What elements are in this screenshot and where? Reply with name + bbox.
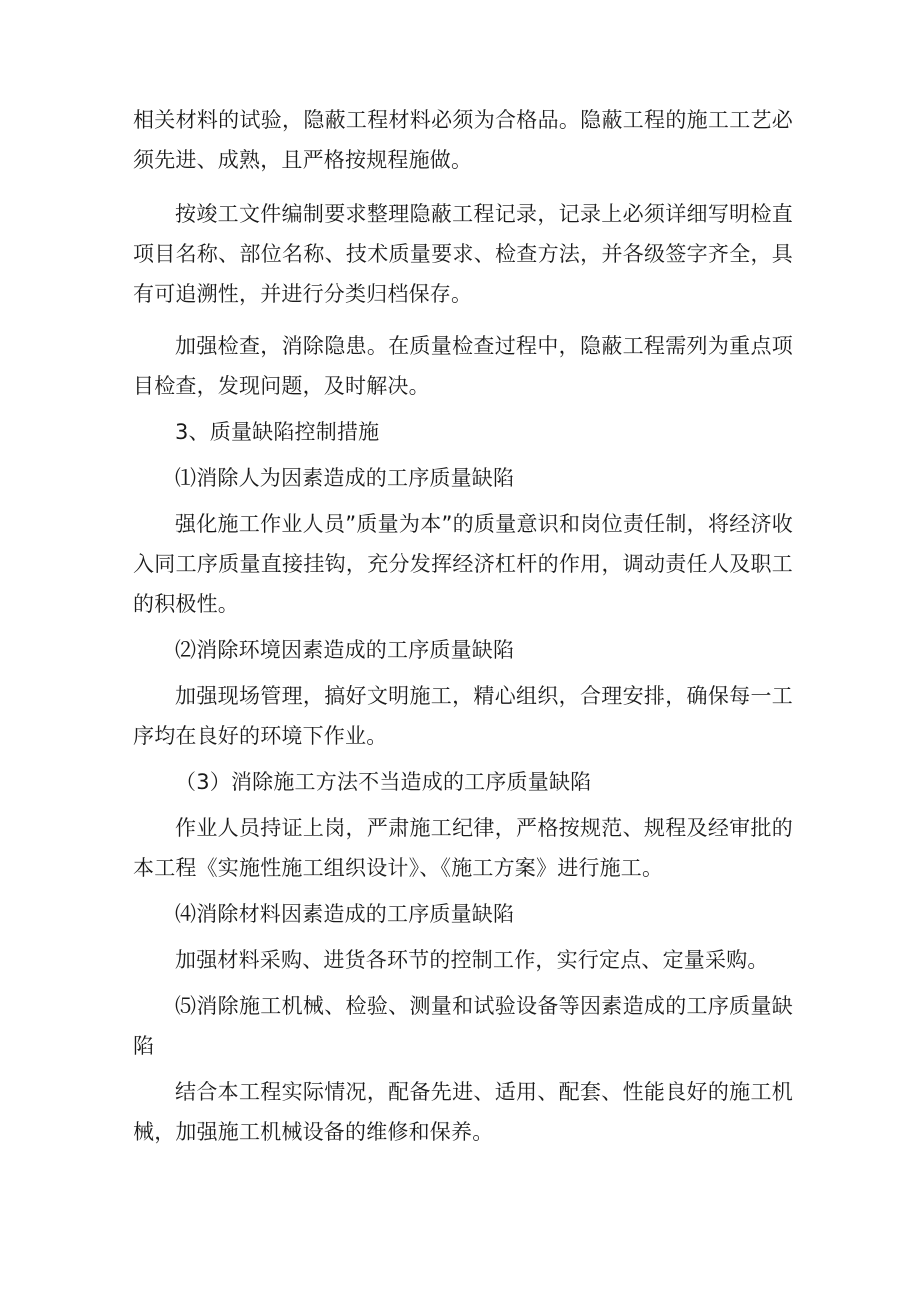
- paragraph-6: 作业人员持证上岗，严肃施工纪律，严格按规范、规程及经审批的本工程《实施性施工组织设计》、《施工方案》进行施工。: [133, 816, 793, 880]
- paragraph-2: 按竣工文件编制要求整理隐蔽工程记录，记录上必须详细写明检直项目名称、部位名称、技术质量要求、检查方法，并各级签字齐全，具有可追溯性，并进行分类归档保存。: [133, 202, 793, 306]
- document-body: [133, 100, 793, 1152]
- section-heading: 3、质量缺陷控制措施: [175, 420, 380, 444]
- subheading-5: ⑸消除施工机械、检验、测量和试验设备等因素造成的工序质量缺陷: [133, 994, 793, 1058]
- subheading-2: ⑵消除环境因素造成的工序质量缺陷: [175, 638, 515, 662]
- subheading-4: ⑷消除材料因素造成的工序质量缺陷: [175, 902, 515, 926]
- paragraph-7: 加强材料采购、进货各环节的控制工作，实行定点、定量采购。: [175, 948, 769, 972]
- subheading-1: ⑴消除人为因素造成的工序质量缺陷: [175, 466, 515, 490]
- paragraph-3: 加强检查，消除隐患。在质量检查过程中，隐蔽工程需列为重点项目检查，发现问题，及时解决。: [133, 334, 793, 398]
- paragraph-4: 强化施工作业人员”质量为本”的质量意识和岗位责任制，将经济收入同工序质量直接挂钩，充分发挥经济杠杆的作用，调动责任人及职工的积极性。: [133, 512, 793, 616]
- paragraph-8: 结合本工程实际情况，配备先进、适用、配套、性能良好的施工机械，加强施工机械设备的维修和保养。: [133, 1080, 793, 1144]
- paragraph-5: 加强现场管理，搞好文明施工，精心组织，合理安排，确保每一工序均在良好的环境下作业。: [133, 684, 793, 748]
- paragraph-1: 相关材料的试验，隐蔽工程材料必须为合格品。隐蔽工程的施工工艺必须先进、成熟，且严格按规程施做。: [133, 108, 793, 172]
- subheading-3: （3）消除施工方法不当造成的工序质量缺陷: [175, 770, 592, 794]
